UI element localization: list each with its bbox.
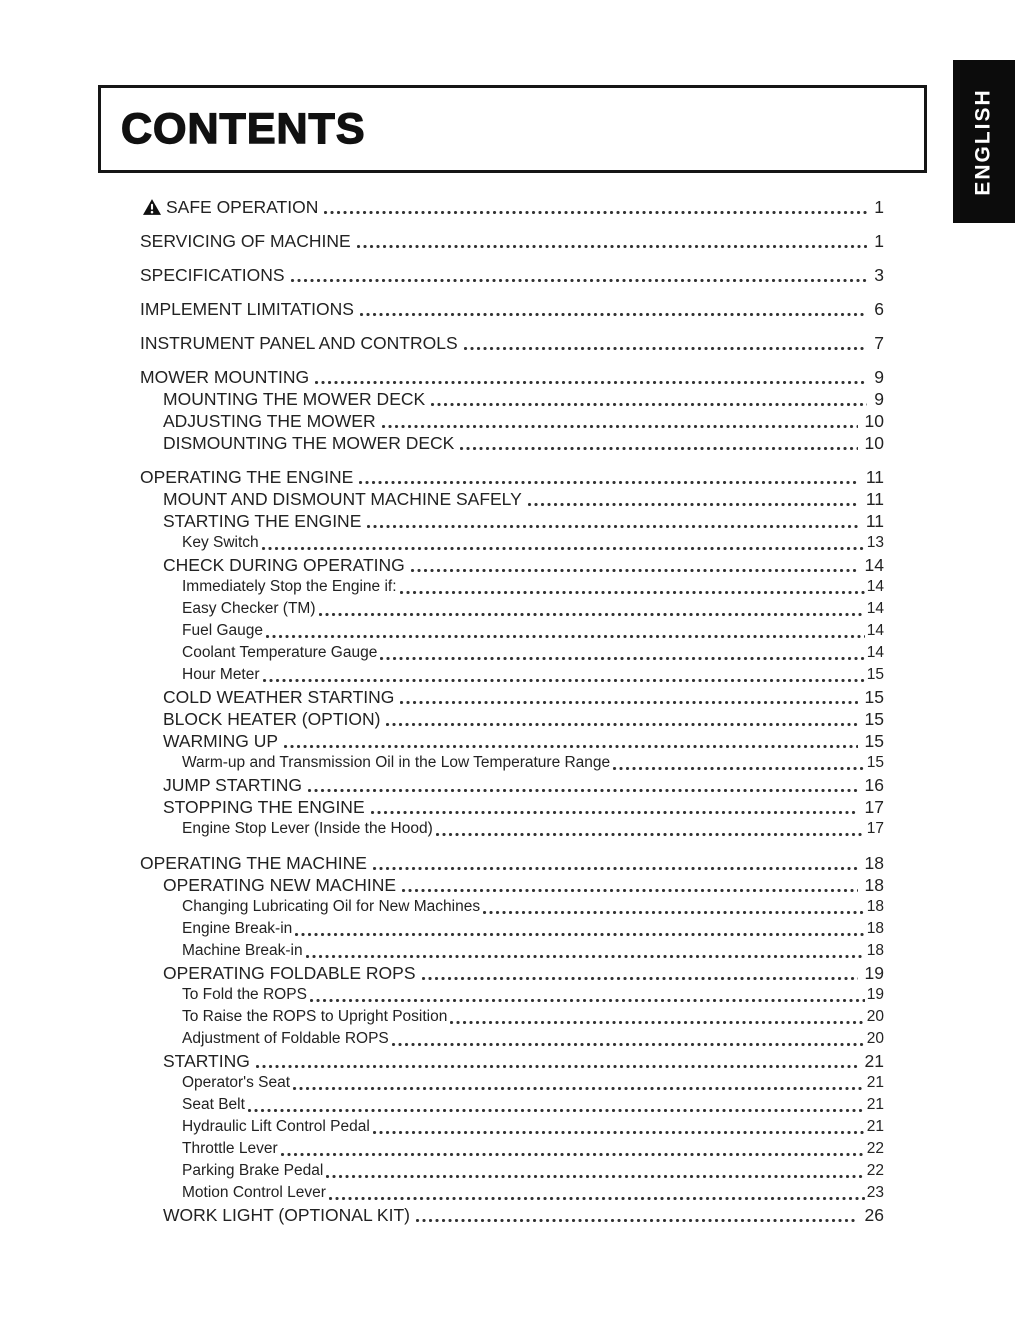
toc-entry xyxy=(140,796,884,818)
toc-entry-page: 14 xyxy=(864,555,884,575)
toc-dot-leader xyxy=(248,1109,865,1112)
toc-entry xyxy=(140,332,884,354)
toc-entry-label: OPERATING FOLDABLE ROPS xyxy=(163,963,416,983)
toc-entry xyxy=(140,686,884,708)
language-tab xyxy=(953,60,1015,223)
toc-entry-page: 1 xyxy=(874,197,884,217)
toc-entry-label: ADJUSTING THE MOWER xyxy=(163,411,376,431)
toc-entry-page: 9 xyxy=(874,367,884,387)
toc-dot-leader xyxy=(386,723,857,726)
toc-entry-page: 15 xyxy=(864,731,884,751)
toc-entry xyxy=(140,1116,884,1138)
toc-entry-label: JUMP STARTING xyxy=(163,775,303,795)
toc-dot-leader xyxy=(380,657,864,660)
toc-entry-page: 15 xyxy=(864,687,884,707)
toc-entry-page: 14 xyxy=(866,622,884,639)
toc-entry xyxy=(140,918,884,940)
toc-entry-label: Easy Checker (TM) xyxy=(182,600,316,617)
toc-entry-page: 10 xyxy=(864,433,884,453)
toc-entry xyxy=(140,510,884,532)
toc-dot-leader xyxy=(400,701,857,704)
toc-entry-label: To Fold the ROPS xyxy=(182,986,307,1003)
toc-entry-page: 21 xyxy=(866,1118,884,1135)
toc-entry-label: OPERATING THE MACHINE xyxy=(140,853,367,873)
contents-title-box xyxy=(98,85,927,173)
toc-entry-label: OPERATING NEW MACHINE xyxy=(163,875,397,895)
toc-entry-page: 22 xyxy=(866,1140,884,1157)
toc-entry xyxy=(140,730,884,752)
toc-entry-page: 11 xyxy=(865,489,884,509)
toc-entry xyxy=(140,620,884,642)
toc-entry-label: Hydraulic Lift Control Pedal xyxy=(182,1118,370,1135)
toc-dot-leader xyxy=(371,811,858,814)
toc-entry-label: Key Switch xyxy=(182,534,259,551)
toc-entry-page: 14 xyxy=(866,600,884,617)
toc-dot-leader xyxy=(360,313,867,316)
toc-entry xyxy=(140,1204,884,1226)
toc-entry-label: CHECK DURING OPERATING xyxy=(163,555,405,575)
toc-entry-label: STOPPING THE ENGINE xyxy=(163,797,365,817)
toc-dot-leader xyxy=(359,481,859,484)
toc-entry-label: Parking Brake Pedal xyxy=(182,1162,324,1179)
toc-entry-page: 18 xyxy=(866,898,884,915)
toc-dot-leader xyxy=(400,591,865,594)
toc-dot-leader xyxy=(416,1219,858,1222)
toc-entry-page: 18 xyxy=(864,853,884,873)
toc-entry-page: 15 xyxy=(864,709,884,729)
toc-entry xyxy=(140,896,884,918)
toc-dot-leader xyxy=(411,569,858,572)
toc-entry-page: 15 xyxy=(866,754,884,771)
toc-entry-label: To Raise the ROPS to Upright Position xyxy=(182,1008,448,1025)
toc-entry xyxy=(140,598,884,620)
toc-entry-page: 11 xyxy=(865,467,884,487)
toc-entry-page: 20 xyxy=(866,1008,884,1025)
toc-entry-label: SERVICING OF MACHINE xyxy=(140,231,351,251)
toc-entry-label: SAFE OPERATION xyxy=(166,197,319,217)
toc-entry xyxy=(140,1072,884,1094)
toc-entry xyxy=(140,298,884,320)
toc-entry xyxy=(140,466,884,488)
toc-entry-page: 17 xyxy=(866,820,884,837)
toc-entry-page: 17 xyxy=(864,797,884,817)
toc-dot-leader xyxy=(293,1087,865,1090)
toc-entry-page: 14 xyxy=(866,578,884,595)
toc-entry xyxy=(140,818,884,840)
toc-entry xyxy=(140,774,884,796)
toc-dot-leader xyxy=(308,789,857,792)
toc-entry-page: 21 xyxy=(866,1096,884,1113)
toc-dot-leader xyxy=(357,245,868,248)
toc-dot-leader xyxy=(613,767,865,770)
toc-entry xyxy=(140,708,884,730)
toc-entry xyxy=(140,388,884,410)
toc-dot-leader xyxy=(262,547,865,550)
toc-entry-label: Adjustment of Foldable ROPS xyxy=(182,1030,389,1047)
toc-entry xyxy=(140,642,884,664)
toc-dot-leader xyxy=(483,911,865,914)
toc-dot-leader xyxy=(319,613,865,616)
toc-entry-label: Hour Meter xyxy=(182,666,260,683)
toc-dot-leader xyxy=(281,1153,865,1156)
toc-dot-leader xyxy=(329,1197,865,1200)
toc-dot-leader xyxy=(324,211,867,214)
toc-entry-label: IMPLEMENT LIMITATIONS xyxy=(140,299,354,319)
toc-dot-leader xyxy=(367,525,858,528)
toc-entry-page: 18 xyxy=(866,942,884,959)
toc-entry-label: Warm-up and Transmission Oil in the Low Temperature Range xyxy=(182,754,611,771)
toc-entry-page: 20 xyxy=(866,1030,884,1047)
toc-entry-label: Throttle Lever xyxy=(182,1140,278,1157)
toc-dot-leader xyxy=(266,635,865,638)
toc-dot-leader xyxy=(450,1021,864,1024)
toc-dot-leader xyxy=(528,503,859,506)
toc-entry-page: 10 xyxy=(864,411,884,431)
toc-entry-page: 9 xyxy=(874,389,884,409)
toc-entry-page: 1 xyxy=(874,231,884,251)
toc-entry xyxy=(140,940,884,962)
toc-entry xyxy=(140,196,884,218)
toc-entry-page: 18 xyxy=(866,920,884,937)
toc-dot-leader xyxy=(373,1131,865,1134)
toc-entry-page: 23 xyxy=(866,1184,884,1201)
toc-entry-page: 19 xyxy=(864,963,884,983)
toc-entry-label: WARMING UP xyxy=(163,731,279,751)
toc-entry xyxy=(140,874,884,896)
toc-entry xyxy=(140,576,884,598)
toc-entry xyxy=(140,1028,884,1050)
toc-dot-leader xyxy=(460,447,857,450)
toc-entry xyxy=(140,432,884,454)
toc-dot-leader xyxy=(310,999,865,1002)
toc-entry xyxy=(140,852,884,874)
toc-entry-page: 6 xyxy=(874,299,884,319)
toc-entry xyxy=(140,1182,884,1204)
toc-entry xyxy=(140,752,884,774)
toc-entry-label: Machine Break-in xyxy=(182,942,303,959)
language-tab-label: ENGLISH xyxy=(972,87,995,196)
toc-entry-label: Seat Belt xyxy=(182,1096,245,1113)
toc-entry-page: 14 xyxy=(866,644,884,661)
toc-entry xyxy=(140,664,884,686)
toc-entry xyxy=(140,1006,884,1028)
toc-entry-label: Motion Control Lever xyxy=(182,1184,326,1201)
toc-entry xyxy=(140,984,884,1006)
toc-entry xyxy=(140,1160,884,1182)
toc-entry-label: COLD WEATHER STARTING xyxy=(163,687,395,707)
page-title: CONTENTS xyxy=(121,104,366,153)
toc-entry-label: SPECIFICATIONS xyxy=(140,265,285,285)
toc-entry-page: 13 xyxy=(866,534,884,551)
toc-entry xyxy=(140,554,884,576)
toc-entry-label: DISMOUNTING THE MOWER DECK xyxy=(163,433,455,453)
toc-entry-label: Engine Stop Lever (Inside the Hood) xyxy=(182,820,433,837)
toc-dot-leader xyxy=(306,955,865,958)
toc-entry-page: 26 xyxy=(864,1205,884,1225)
toc-entry-page: 3 xyxy=(874,265,884,285)
toc-dot-leader xyxy=(464,347,868,350)
toc-entry-label: WORK LIGHT (OPTIONAL KIT) xyxy=(163,1205,410,1225)
toc-entry-label: Operator's Seat xyxy=(182,1074,291,1091)
toc-entry-label: Engine Break-in xyxy=(182,920,293,937)
toc-entry-label: STARTING xyxy=(163,1051,250,1071)
toc-dot-leader xyxy=(392,1043,865,1046)
toc-dot-leader xyxy=(382,425,858,428)
toc-dot-leader xyxy=(436,833,865,836)
toc-entry-label: MOUNTING THE MOWER DECK xyxy=(163,389,426,409)
toc-entry-label: MOUNT AND DISMOUNT MACHINE SAFELY xyxy=(163,489,522,509)
toc-entry-page: 11 xyxy=(865,511,884,531)
toc-entry-label: INSTRUMENT PANEL AND CONTROLS xyxy=(140,333,458,353)
toc-dot-leader xyxy=(431,403,867,406)
toc-entry-page: 19 xyxy=(866,986,884,1003)
toc-entry xyxy=(140,1050,884,1072)
toc-dot-leader xyxy=(284,745,857,748)
toc-entry-label: Immediately Stop the Engine if: xyxy=(182,578,397,595)
toc-entry-label: Coolant Temperature Gauge xyxy=(182,644,378,661)
toc-dot-leader xyxy=(402,889,858,892)
toc-dot-leader xyxy=(422,977,858,980)
toc-entry-page: 16 xyxy=(864,775,884,795)
toc-entry xyxy=(140,532,884,554)
toc-entry xyxy=(140,264,884,286)
toc-entry xyxy=(140,230,884,252)
toc-entry-page: 22 xyxy=(866,1162,884,1179)
toc-entry xyxy=(140,962,884,984)
toc-dot-leader xyxy=(263,679,865,682)
toc-entry-label: MOWER MOUNTING xyxy=(140,367,310,387)
toc-entry xyxy=(140,1138,884,1160)
toc-entry-page: 7 xyxy=(874,333,884,353)
toc-entry xyxy=(140,410,884,432)
toc-entry-page: 21 xyxy=(866,1074,884,1091)
toc-entry-label: BLOCK HEATER (OPTION) xyxy=(163,709,381,729)
toc-entry-label: OPERATING THE ENGINE xyxy=(140,467,354,487)
toc-dot-leader xyxy=(326,1175,864,1178)
toc-dot-leader xyxy=(315,381,867,384)
toc-entry-label: Changing Lubricating Oil for New Machines xyxy=(182,898,481,915)
toc-dot-leader xyxy=(295,933,864,936)
toc-entry-label: STARTING THE ENGINE xyxy=(163,511,362,531)
toc-list xyxy=(140,196,884,1226)
toc-entry xyxy=(140,488,884,510)
toc-dot-leader xyxy=(256,1065,858,1068)
warning-triangle-icon xyxy=(143,199,161,215)
toc-entry xyxy=(140,1094,884,1116)
toc-dot-leader xyxy=(291,279,868,282)
toc-entry xyxy=(140,366,884,388)
toc-dot-leader xyxy=(373,867,858,870)
toc-entry-page: 21 xyxy=(864,1051,884,1071)
toc-entry-page: 18 xyxy=(864,875,884,895)
toc-entry-page: 15 xyxy=(866,666,884,683)
toc-entry-label: Fuel Gauge xyxy=(182,622,263,639)
